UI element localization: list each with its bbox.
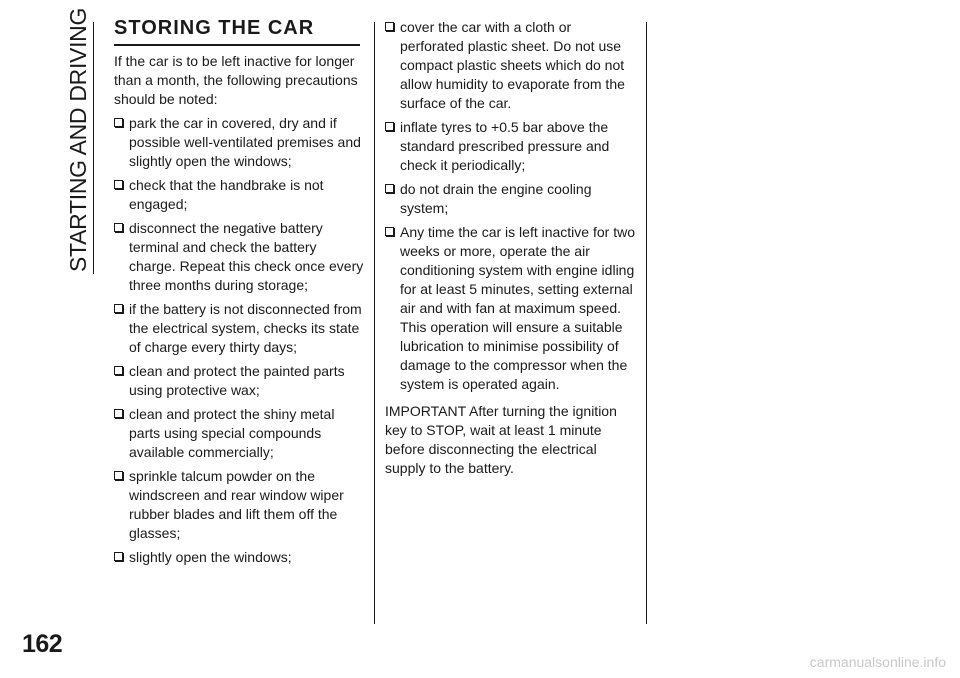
checkbox-bullet-icon [114, 471, 123, 480]
checkbox-bullet-icon [385, 227, 394, 236]
checkbox-bullet-icon [385, 184, 394, 193]
list-item: slightly open the windows; [114, 548, 366, 567]
column-divider-1 [374, 22, 375, 624]
page-number: 162 [22, 630, 63, 658]
section-side-title [64, 7, 92, 272]
intro-paragraph: If the car is to be left inactive for longer than a month, the following precautions should be noted: [114, 53, 358, 107]
list-item: park the car in covered, dry and if possible well-ventilated premises and slightly open the windows; [114, 114, 366, 171]
list-item: clean and protect the painted parts using protective wax; [114, 362, 366, 400]
list-item: check that the handbrake is not engaged; [114, 176, 366, 214]
checkbox-bullet-icon [385, 122, 394, 131]
list-item: disconnect the negative battery terminal and check the battery charge. Repeat this check once every three months during storage; [114, 219, 366, 295]
checkbox-bullet-icon [114, 223, 123, 232]
list-item: sprinkle talcum powder on the windscreen and rear window wiper rubber blades and lift them off the glasses; [114, 467, 366, 543]
column-divider-2 [646, 22, 647, 624]
column-1 [114, 52, 366, 572]
checkbox-bullet-icon [385, 22, 394, 31]
section-title-text: STARTING AND DRIVING [65, 7, 91, 272]
checkbox-bullet-icon [114, 118, 123, 127]
list-item: cover the car with a cloth or perforated plastic sheet. Do not use compact plastic sheets which do not allow humidity to evaporate from the surface of the car. [385, 18, 637, 113]
watermark-text: carmanualsonline.info [809, 654, 946, 670]
checkbox-bullet-icon [114, 366, 123, 375]
side-rule [93, 22, 94, 274]
checkbox-bullet-icon [114, 409, 123, 418]
column-2 [385, 18, 637, 483]
list-item: clean and protect the shiny metal parts using special compounds available commercially; [114, 405, 366, 462]
checkbox-bullet-icon [114, 552, 123, 561]
checkbox-bullet-icon [114, 304, 123, 313]
checkbox-bullet-icon [114, 180, 123, 189]
list-item: if the battery is not disconnected from the electrical system, checks its state of charge every thirty days; [114, 300, 366, 357]
list-item: inflate tyres to +0.5 bar above the standard prescribed pressure and check it periodically; [385, 118, 637, 175]
important-note: IMPORTANT After turning the ignition key to STOP, wait at least 1 minute before disconnecting the electrical supply to the battery. [385, 403, 617, 476]
list-item: do not drain the engine cooling system; [385, 180, 637, 218]
page-heading: STORING THE CAR [114, 17, 360, 46]
list-item: Any time the car is left inactive for two weeks or more, operate the air conditioning system with engine idling for at least 5 minutes, setting external air and with fan at maximum speed. This operation will ensure a suitable lubrication to minimise possibility of damage to the compressor when the system is operated again. [385, 223, 637, 394]
